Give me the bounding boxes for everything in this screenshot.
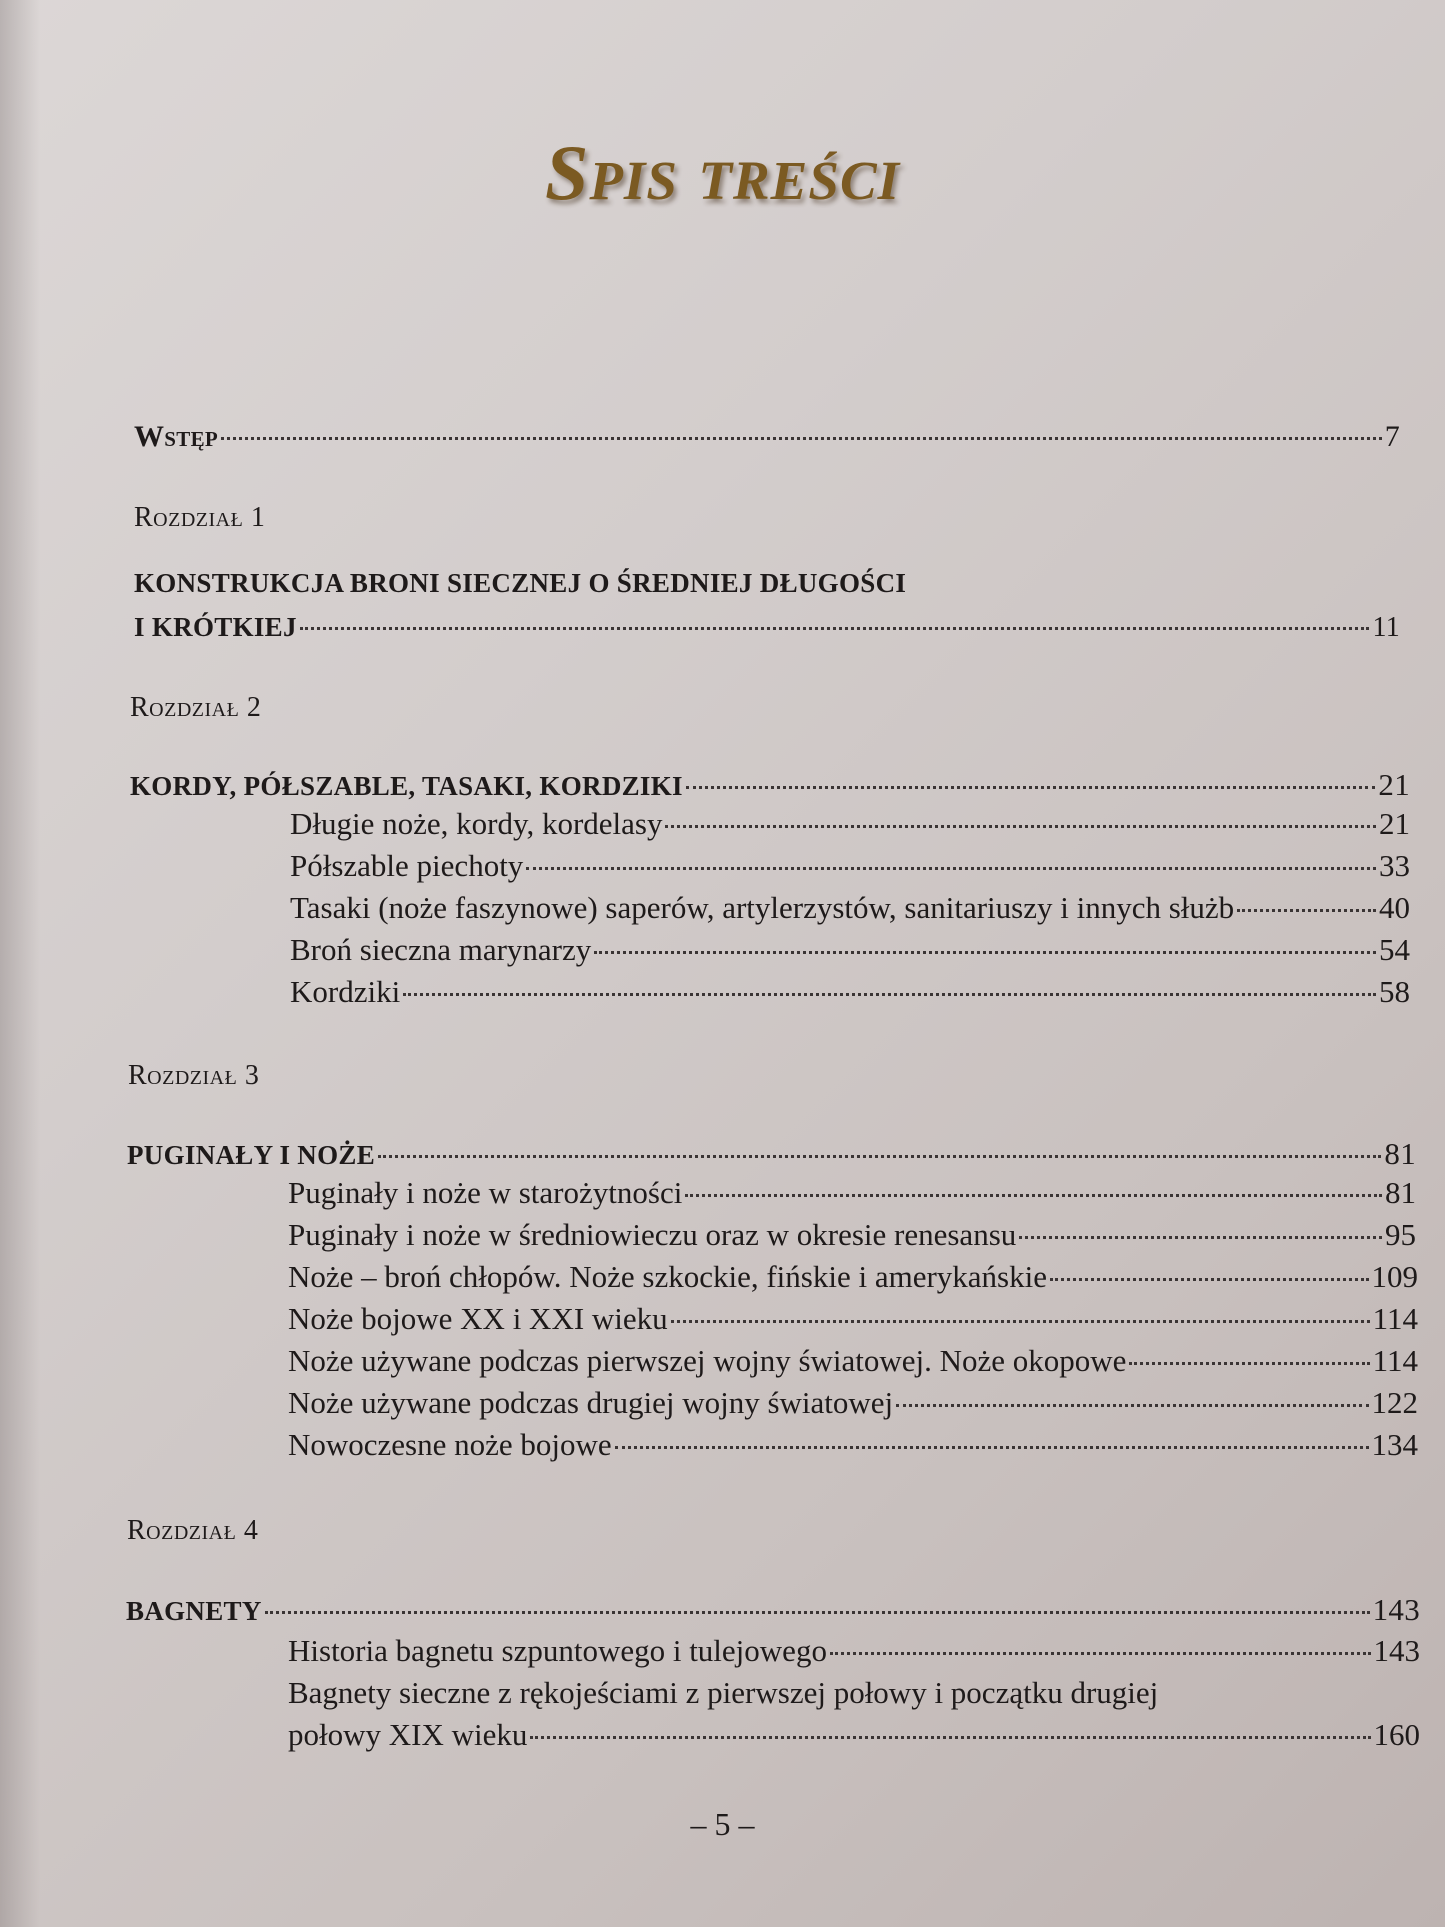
toc-entry-title: Nowoczesne noże bojowe xyxy=(288,1427,612,1462)
toc-entry xyxy=(290,848,1410,884)
chapter-heading: PUGINAŁY I NOŻE xyxy=(127,1140,376,1170)
dot-leader xyxy=(671,1320,1370,1323)
chapter-label: Rozdział 4 xyxy=(127,1515,259,1546)
toc-entry-title: Noże używane podczas drugiej wojny światowej xyxy=(288,1385,894,1420)
toc-entry-page: 21 xyxy=(1378,767,1410,802)
dot-leader xyxy=(403,993,1376,996)
chapter-heading: BAGNETY xyxy=(126,1596,262,1626)
toc-entry-page: 54 xyxy=(1379,932,1410,967)
toc-entry-wstep xyxy=(134,420,1400,454)
toc-entry-title: Bagnety sieczne z rękojeściami z pierwszej połowy i początku drugiej xyxy=(288,1675,1159,1710)
toc-entry-title: Noże – broń chłopów. Noże szkockie, fińskie i amerykańskie xyxy=(288,1259,1047,1294)
toc-entry-page: 21 xyxy=(1379,806,1410,841)
toc-entry-page: 134 xyxy=(1371,1427,1418,1462)
dot-leader xyxy=(594,951,1376,954)
dot-leader xyxy=(530,1736,1370,1739)
toc-entry-page: 114 xyxy=(1372,1301,1418,1336)
toc-entry xyxy=(288,1259,1418,1295)
toc-entry xyxy=(288,1427,1418,1463)
toc-entry-title: Noże bojowe XX i XXI wieku xyxy=(288,1301,668,1336)
toc-entry-title: Kordziki xyxy=(290,974,401,1009)
toc-entry-chapter-3 xyxy=(127,1136,1416,1172)
dot-leader xyxy=(1129,1362,1369,1365)
toc-entry-chapter-4 xyxy=(126,1592,1420,1628)
toc-entry xyxy=(288,1217,1416,1253)
dot-leader xyxy=(685,1194,1382,1197)
toc-entry-page: 109 xyxy=(1371,1259,1418,1294)
toc-entry xyxy=(290,890,1410,926)
toc-entry xyxy=(290,974,1410,1010)
page-title: Spis treści xyxy=(544,129,901,216)
dot-leader xyxy=(1019,1236,1382,1239)
chapter-heading: KONSTRUKCJA BRONI SIECZNEJ O ŚREDNIEJ DŁUGOŚCI xyxy=(134,568,907,598)
dot-leader xyxy=(615,1446,1369,1449)
toc-entry-title: Puginały i noże w średniowieczu oraz w okresie renesansu xyxy=(288,1217,1017,1252)
toc-entry-page: 7 xyxy=(1384,420,1400,453)
toc-entry-page: 122 xyxy=(1371,1385,1418,1420)
chapter-label: Rozdział 1 xyxy=(134,502,266,533)
toc-entry-title: Półszable piechoty xyxy=(290,848,524,883)
dot-leader xyxy=(686,786,1376,789)
toc-entry-title: Puginały i noże w starożytności xyxy=(288,1175,683,1210)
toc-entry-page: 11 xyxy=(1372,612,1400,643)
toc-entry xyxy=(288,1633,1420,1669)
toc-entry xyxy=(290,932,1410,968)
toc-entry-title: Wstęp xyxy=(134,420,219,453)
dot-leader xyxy=(221,437,1382,440)
dot-leader xyxy=(526,867,1376,870)
page-number: – 5 – xyxy=(690,1806,755,1842)
toc-entry-page: 143 xyxy=(1372,1592,1420,1627)
toc-entry-title: Broń sieczna marynarzy xyxy=(290,932,592,967)
dot-leader xyxy=(300,627,1370,630)
dot-leader xyxy=(665,825,1376,828)
toc-entry-title: Tasaki (noże faszynowe) saperów, artylerzystów, sanitariuszy i innych służb xyxy=(290,890,1235,925)
toc-entry xyxy=(288,1343,1418,1379)
toc-entry-title: połowy XIX wieku xyxy=(288,1717,528,1752)
toc-entry-page: 81 xyxy=(1384,1136,1416,1171)
dot-leader xyxy=(1237,909,1376,912)
toc-entry xyxy=(290,806,1410,842)
toc-entry-page: 114 xyxy=(1372,1343,1418,1378)
dot-leader xyxy=(830,1652,1371,1655)
chapter-heading: KORDY, PÓŁSZABLE, TASAKI, KORDZIKI xyxy=(130,771,683,801)
dot-leader xyxy=(1050,1278,1369,1281)
toc-entry-page: 160 xyxy=(1373,1717,1420,1752)
dot-leader xyxy=(265,1611,1370,1614)
toc-entry xyxy=(288,1175,1416,1211)
toc-entry xyxy=(288,1301,1418,1337)
toc-entry-page: 33 xyxy=(1379,848,1410,883)
chapter-label: Rozdział 3 xyxy=(128,1060,260,1091)
toc-entry xyxy=(288,1385,1418,1421)
toc-entry-page: 81 xyxy=(1385,1175,1416,1210)
toc-entry-page: 40 xyxy=(1379,890,1410,925)
chapter-heading: I KRÓTKIEJ xyxy=(134,612,297,642)
toc-entry-title: Historia bagnetu szpuntowego i tulejowego xyxy=(288,1633,827,1668)
toc-entry-title: Noże używane podczas pierwszej wojny światowej. Noże okopowe xyxy=(288,1343,1127,1378)
toc-entry-title: Długie noże, kordy, kordelasy xyxy=(290,806,663,841)
toc-entry-chapter-1 xyxy=(134,612,1400,644)
toc-entry xyxy=(288,1717,1420,1753)
dot-leader xyxy=(896,1404,1368,1407)
dot-leader xyxy=(378,1155,1381,1158)
toc-entry-page: 95 xyxy=(1385,1217,1416,1252)
toc-entry-page: 58 xyxy=(1379,974,1410,1009)
chapter-label: Rozdział 2 xyxy=(130,692,262,723)
toc-entry-page: 143 xyxy=(1373,1633,1420,1668)
toc-entry-chapter-2 xyxy=(130,767,1410,803)
